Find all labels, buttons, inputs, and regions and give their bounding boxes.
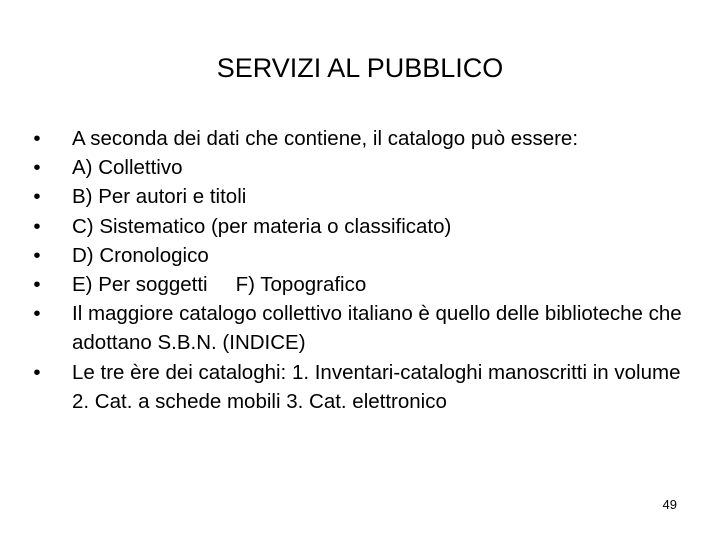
bullet-icon: • bbox=[33, 360, 41, 384]
slide-title: SERVIZI AL PUBBLICO bbox=[216, 53, 504, 83]
bullet-text: Le tre ère dei cataloghi: 1. Inventari-cataloghi manoscritti in volume 2. Cat. a schede mobili 3. Cat. elettronico bbox=[72, 360, 681, 413]
bullet-icon: • bbox=[33, 214, 41, 238]
bullet-item-cronologico bbox=[30, 241, 702, 270]
bullet-item-sbn-indice bbox=[30, 299, 702, 357]
bullet-icon: • bbox=[33, 185, 41, 209]
bullet-text: Il maggiore catalogo collettivo italiano è quello delle biblioteche che adottano S.B.N. (INDICE) bbox=[72, 302, 682, 355]
bullet-item-autori-titoli bbox=[30, 182, 702, 211]
bullet-item-catalog-types-intro bbox=[30, 124, 702, 153]
bullet-list bbox=[30, 124, 702, 416]
bullet-text: A) Collettivo bbox=[72, 156, 183, 180]
bullet-icon: • bbox=[33, 273, 41, 297]
slide-number: 49 bbox=[662, 497, 677, 512]
bullet-text: A seconda dei dati che contiene, il catalogo può essere: bbox=[72, 127, 579, 150]
bullet-icon: • bbox=[33, 156, 41, 180]
bullet-item-sistematico bbox=[30, 212, 702, 241]
bullet-icon: • bbox=[33, 127, 41, 150]
bullet-icon: • bbox=[33, 243, 41, 267]
bullet-text-soggetti: E) Per soggetti bbox=[72, 273, 208, 297]
bullet-item-collettivo bbox=[30, 153, 702, 182]
bullet-text: B) Per autori e titoli bbox=[72, 185, 247, 209]
bullet-icon: • bbox=[33, 302, 41, 326]
bullet-item-soggetti-topografico bbox=[30, 270, 702, 299]
bullet-item-ere-cataloghi bbox=[30, 358, 702, 416]
bullet-text: C) Sistematico (per materia o classificato) bbox=[72, 214, 452, 238]
bullet-text-topografico: F) Topografico bbox=[235, 273, 367, 297]
bullet-text: D) Cronologico bbox=[72, 243, 209, 267]
